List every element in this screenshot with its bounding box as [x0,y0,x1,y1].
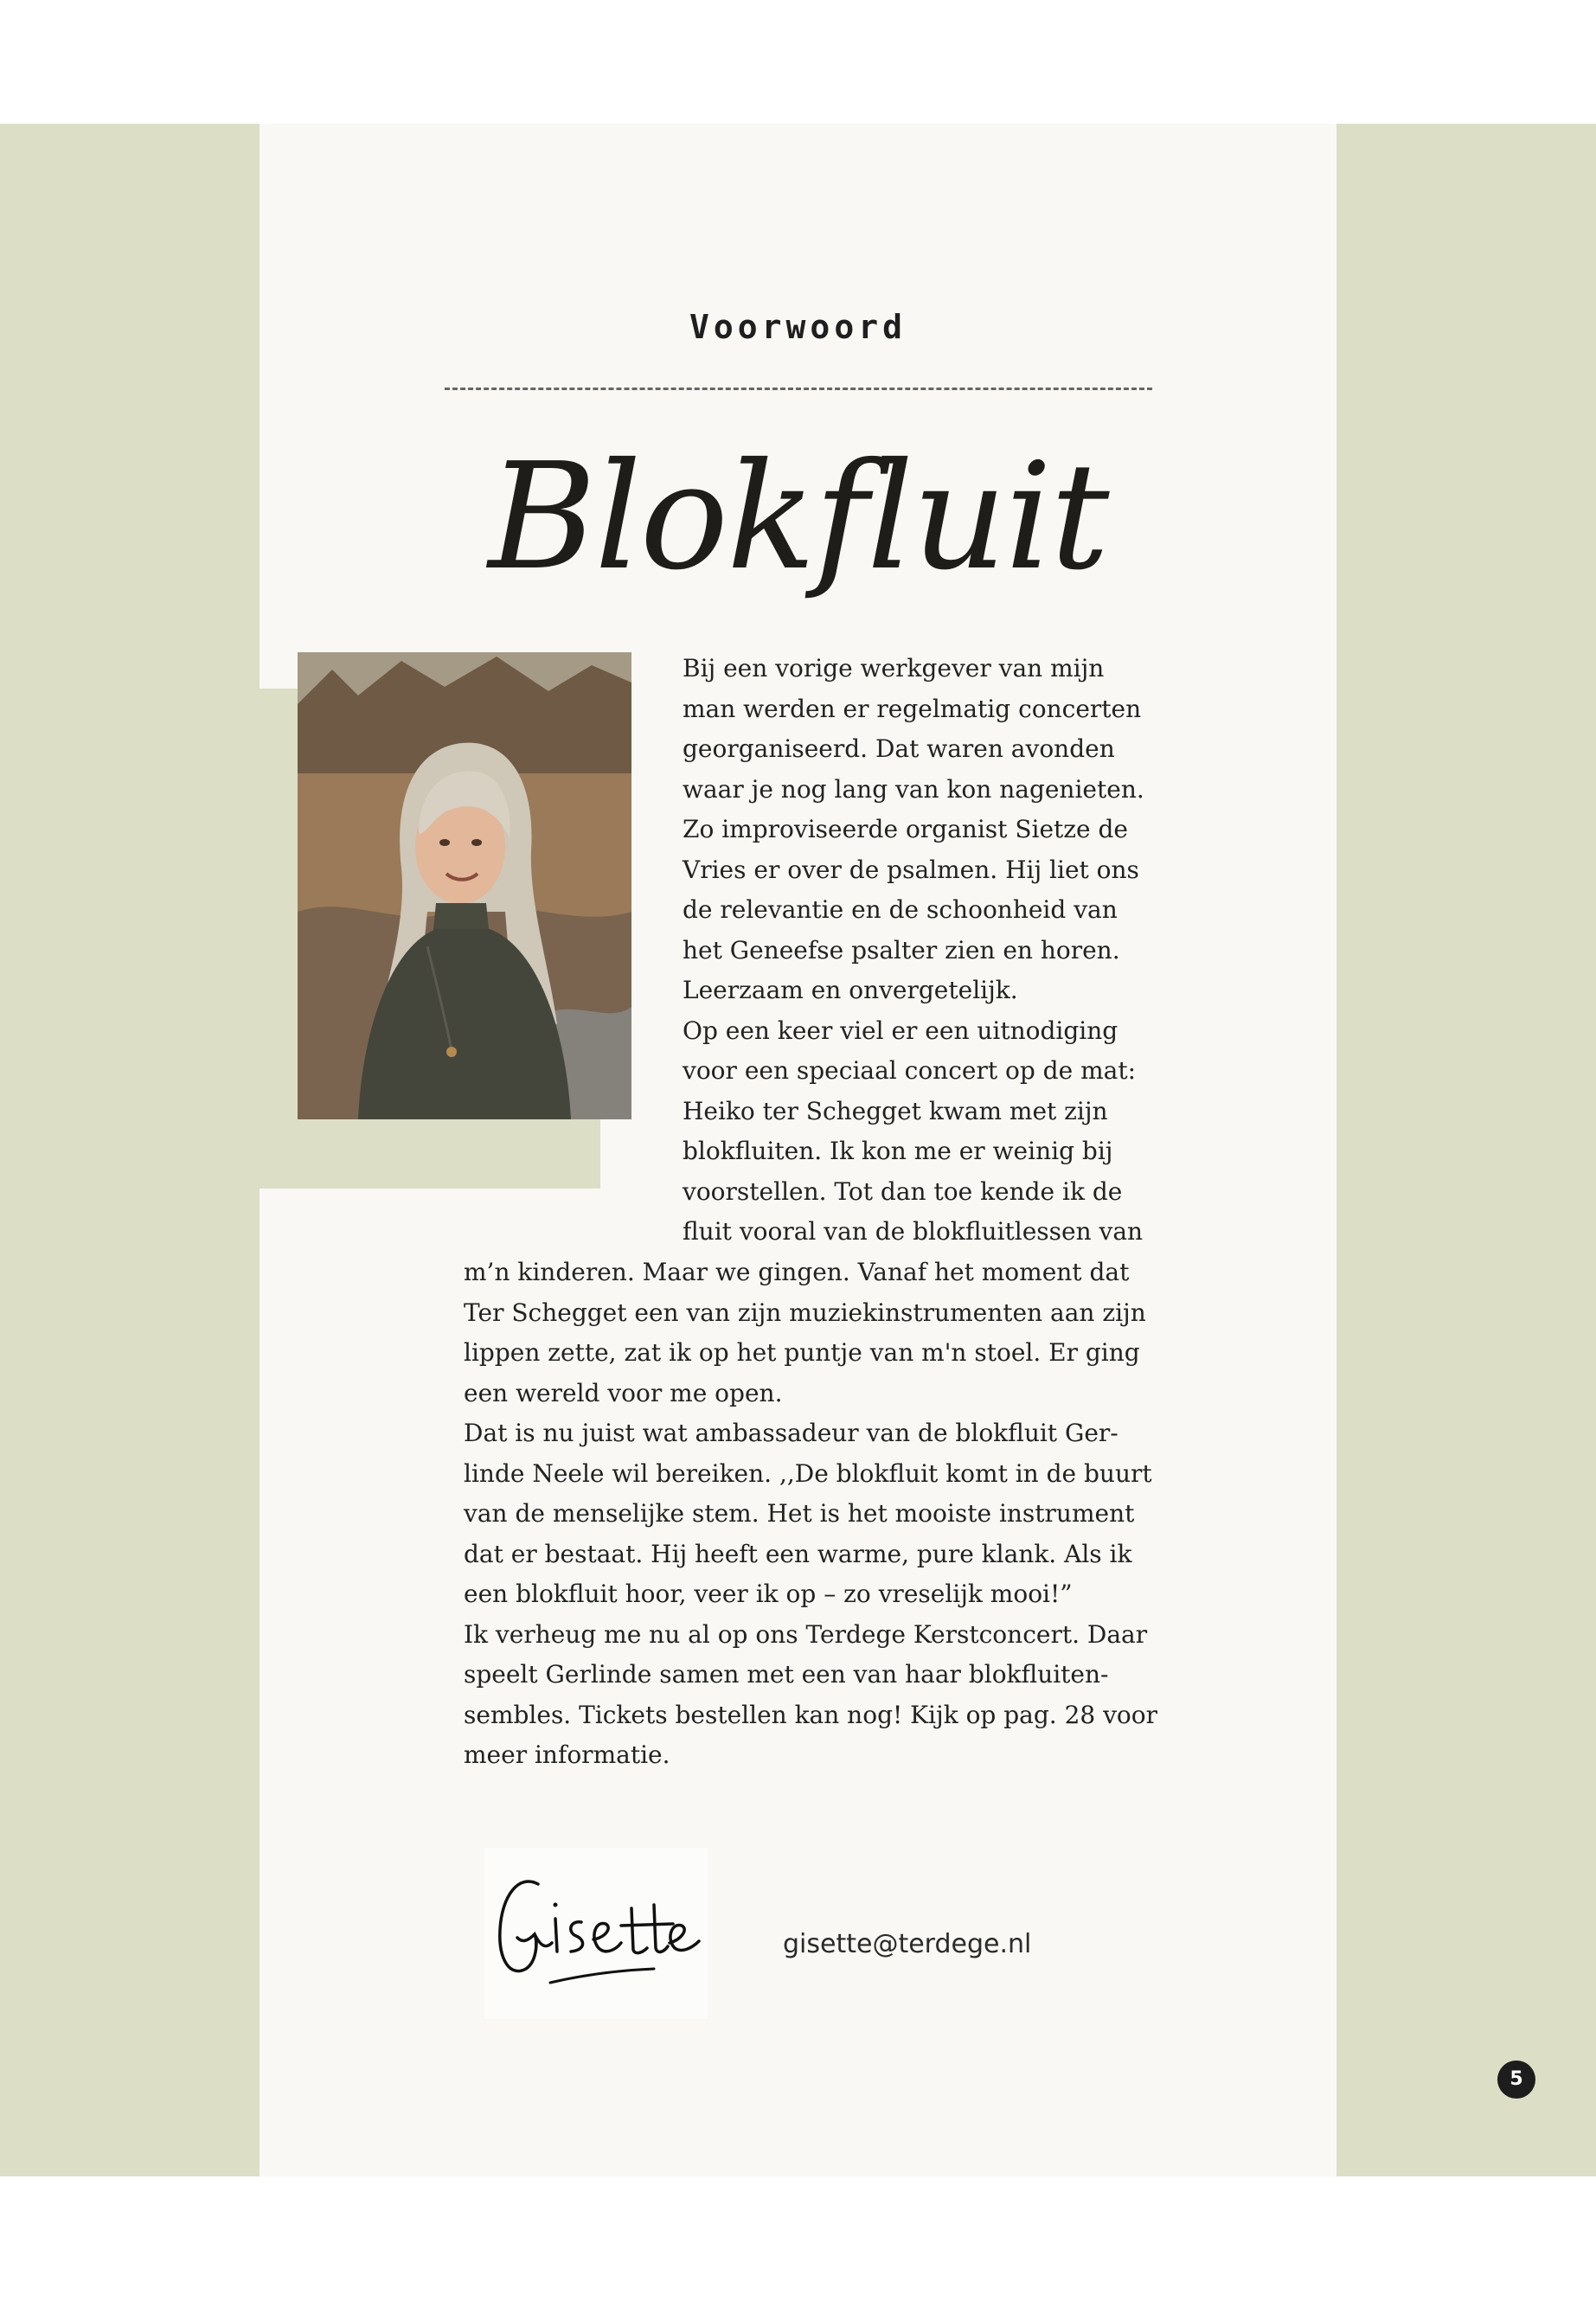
article-text-right-column [683,649,1144,1253]
article-line: Leerzaam en onvergetelijk. [683,976,1018,1004]
article-line: Vries er over de psalmen. Hij liet ons [683,855,1139,884]
article-line: fluit vooral van de blokfluitlessen van [683,1217,1144,1246]
author-photo-illustration [298,652,631,1119]
author-photo [298,652,631,1119]
article-line: een wereld voor me open. [464,1378,783,1407]
article-line: speelt Gerlinde samen met een van haar blokfluiten- [464,1660,1109,1689]
article-line: Op een keer viel er een uitnodiging [683,1016,1118,1045]
article-line: sembles. Tickets bestellen kan nog! Kijk op pag. 28 voor [464,1700,1158,1729]
article-line: Dat is nu juist wat ambassadeur van de blokfluit Ger- [464,1419,1118,1447]
page-title: Blokfluit [488,432,1108,603]
article-line: het Geneefse psalter zien en horen. [683,935,1120,965]
article-line: lippen zette, zat ik op het puntje van m'n stoel. Er ging [464,1338,1140,1367]
dashed-divider [445,388,1152,390]
article-line: Bij een vorige werkgever van mijn [683,654,1105,683]
article-line: een blokfluit hoor, veer ik op – zo vreselijk mooi!” [464,1580,1073,1608]
article-line: van de menselijke stem. Het is het mooiste instrument [464,1499,1135,1528]
article-line: georganiseerd. Dat waren avonden [683,734,1115,763]
author-email: gisette@terdege.nl [783,1929,1032,1959]
article-line: Ter Schegget een van zijn muziekinstrumenten aan zijn [464,1298,1146,1327]
article-line: meer informatie. [464,1740,670,1769]
article-line: blokfluiten. Ik kon me er weinig bij [683,1137,1113,1165]
article-line: dat er bestaat. Hij heeft een warme, pure klank. Als ik [464,1539,1132,1568]
article-line: Zo improviseerde organist Sietze de [683,815,1128,843]
page-number-badge: 5 [1497,2061,1535,2099]
article-line: man werden er regelmatig concerten [683,694,1142,723]
article-line: m’n kinderen. Maar we gingen. Vanaf het moment dat [464,1258,1130,1286]
article-line: Ik verheug me nu al op ons Terdege Kerstconcert. Daar [464,1619,1148,1649]
signature-graphic [484,1848,708,2019]
article-text-full-width [464,1253,1157,1776]
article-line: de relevantie en de schoonheid van [683,895,1118,924]
article-line: Heiko ter Schegget kwam met zijn [683,1096,1108,1125]
article-line: linde Neele wil bereiken. ,,De blokfluit komt in de buurt [464,1458,1152,1488]
handwritten-signature [484,1848,708,2019]
article-line: voorstellen. Tot dan toe kende ik de [683,1176,1123,1206]
section-kicker: Voorwoord [689,308,907,346]
article-line: waar je nog lang van kon nagenieten. [683,774,1144,804]
article-line: voor een speciaal concert op de mat: [683,1056,1137,1085]
